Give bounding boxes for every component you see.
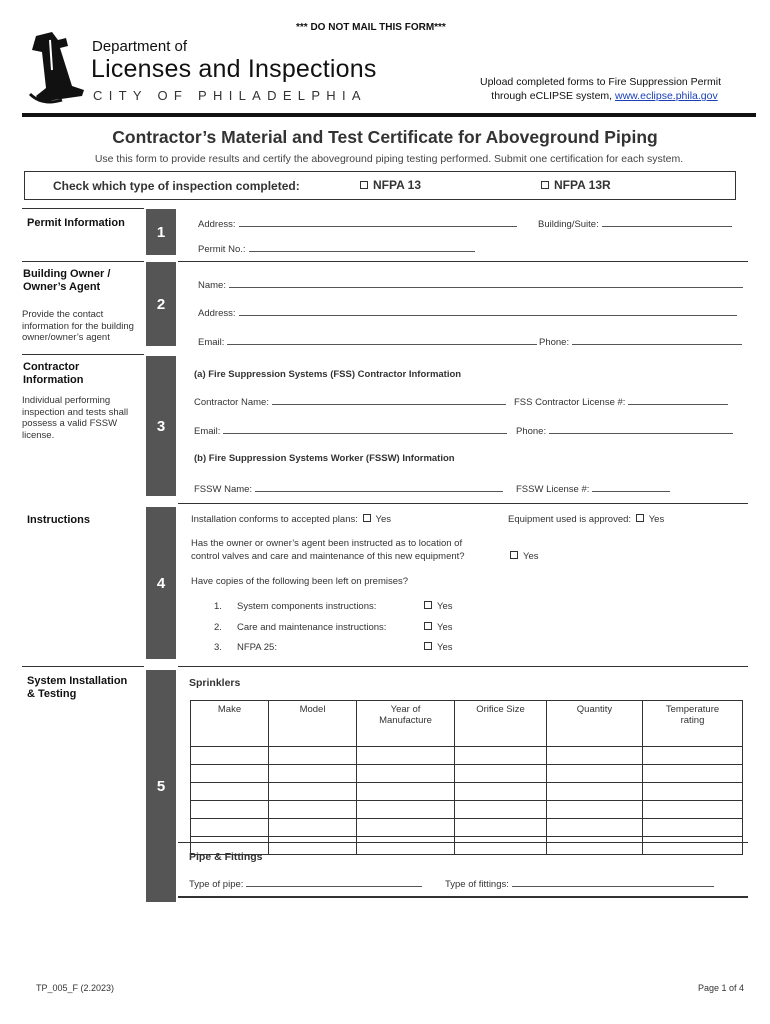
table-header-row xyxy=(191,701,743,747)
table-cell-input[interactable] xyxy=(191,765,269,783)
copies-item-2-label: Care and maintenance instructions: xyxy=(237,622,387,633)
column-year: Year of Manufacture xyxy=(357,701,455,747)
table-cell-input[interactable] xyxy=(357,837,455,855)
checkbox-icon[interactable] xyxy=(510,551,518,559)
table-cell-input[interactable] xyxy=(455,837,547,855)
upload-line1: Upload completed forms to Fire Suppression Permit xyxy=(480,76,722,88)
fssw-name-field[interactable]: FSSW Name: xyxy=(194,483,503,495)
section1-number: 1 xyxy=(146,209,176,255)
checkbox-icon[interactable] xyxy=(424,642,432,650)
dept-line2: Licenses and Inspections xyxy=(91,55,377,83)
table-cell-input[interactable] xyxy=(357,747,455,765)
owner-label: Building Owner / Owner’s Agent xyxy=(23,268,111,293)
nfpa13r-option[interactable]: NFPA 13R xyxy=(541,178,611,192)
table-cell-input[interactable] xyxy=(643,765,743,783)
do-not-mail-notice: *** DO NOT MAIL THIS FORM*** xyxy=(296,22,446,33)
sprinklers-table-body xyxy=(191,747,743,855)
table-cell-input[interactable] xyxy=(191,819,269,837)
copies-item-3: 3. xyxy=(214,642,222,653)
inspection-prompt: Check which type of inspection completed: xyxy=(53,179,300,193)
table-row xyxy=(191,819,743,837)
form-code: TP_005_F (2.2023) xyxy=(36,983,115,993)
liberty-bell-logo xyxy=(22,30,90,106)
table-cell-input[interactable] xyxy=(455,747,547,765)
fssw-license-field[interactable]: FSSW License #: xyxy=(516,483,670,495)
table-cell-input[interactable] xyxy=(643,819,743,837)
column-quantity: Quantity xyxy=(547,701,643,747)
contractor-name-field[interactable]: Contractor Name: xyxy=(194,396,506,408)
table-row xyxy=(191,765,743,783)
contractor-label: Contractor Information xyxy=(23,361,84,386)
section2-rule-right xyxy=(178,261,748,262)
table-cell-input[interactable] xyxy=(269,783,357,801)
table-row xyxy=(191,801,743,819)
city-name: CITY OF PHILADELPHIA xyxy=(93,88,367,103)
fssw-subsection-title: (b) Fire Suppression Systems Worker (FSSW) Information xyxy=(194,453,455,464)
eclipse-link[interactable]: www.eclipse.phila.gov xyxy=(615,90,718,102)
table-cell-input[interactable] xyxy=(547,783,643,801)
pipe-type-field[interactable]: Type of pipe: xyxy=(189,878,422,890)
system-install-label: System Installation & Testing xyxy=(27,675,128,700)
table-cell-input[interactable] xyxy=(357,783,455,801)
page-title: Contractor’s Material and Test Certificate for Aboveground Piping xyxy=(112,127,658,147)
upload-instructions xyxy=(480,75,721,103)
owner-name-field[interactable]: Name: xyxy=(198,279,743,291)
contractor-email-field[interactable]: Email: xyxy=(194,425,507,437)
checkbox-icon[interactable] xyxy=(424,601,432,609)
fss-license-field[interactable]: FSS Contractor License #: xyxy=(514,396,728,408)
table-cell-input[interactable] xyxy=(191,783,269,801)
section4-rule xyxy=(178,503,748,504)
table-cell-input[interactable] xyxy=(455,801,547,819)
table-cell-input[interactable] xyxy=(547,747,643,765)
instructions-label: Instructions xyxy=(27,514,90,526)
sprinklers-table xyxy=(190,700,743,855)
equipment-approved-question[interactable]: Equipment used is approved: Yes xyxy=(508,514,665,525)
sprinklers-title: Sprinklers xyxy=(189,677,241,689)
checkbox-icon[interactable] xyxy=(636,514,644,522)
page-number: Page 1 of 4 xyxy=(698,983,745,993)
table-cell-input[interactable] xyxy=(455,765,547,783)
table-cell-input[interactable] xyxy=(643,801,743,819)
permit-info-label: Permit Information xyxy=(27,217,125,229)
section5-bottom-rule xyxy=(178,896,748,898)
permit-address-field[interactable]: Address: xyxy=(198,218,517,230)
table-cell-input[interactable] xyxy=(643,837,743,855)
table-cell-input[interactable] xyxy=(547,837,643,855)
column-model: Model xyxy=(269,701,357,747)
owner-description: Provide the contact information for the building owner/owner’s agent xyxy=(22,309,134,343)
table-cell-input[interactable] xyxy=(455,819,547,837)
section3-rule xyxy=(22,354,144,355)
owner-email-field[interactable]: Email: xyxy=(198,336,537,348)
section4-number: 4 xyxy=(146,507,176,659)
header-divider xyxy=(22,113,756,117)
table-cell-input[interactable] xyxy=(455,783,547,801)
checkbox-icon[interactable] xyxy=(363,514,371,522)
table-row xyxy=(191,747,743,765)
table-cell-input[interactable] xyxy=(191,801,269,819)
pipe-fittings-title: Pipe & Fittings xyxy=(189,851,263,863)
checkbox-icon[interactable] xyxy=(424,622,432,630)
section5-number: 5 xyxy=(146,670,176,902)
copies-item-1-yes[interactable]: Yes xyxy=(424,601,453,612)
section2-number: 2 xyxy=(146,262,176,346)
copies-item-1: 1. xyxy=(214,601,222,612)
dept-line1: Department of xyxy=(92,38,188,55)
table-cell-input[interactable] xyxy=(357,801,455,819)
table-cell-input[interactable] xyxy=(269,765,357,783)
table-cell-input[interactable] xyxy=(269,747,357,765)
section2-rule xyxy=(22,261,144,262)
table-cell-input[interactable] xyxy=(191,747,269,765)
section5-rule xyxy=(22,666,144,667)
checkbox-icon[interactable] xyxy=(360,181,368,189)
table-cell-input[interactable] xyxy=(269,819,357,837)
section3-number: 3 xyxy=(146,356,176,496)
contractor-phone-field[interactable]: Phone: xyxy=(516,425,733,437)
table-cell-input[interactable] xyxy=(643,747,743,765)
copies-item-2: 2. xyxy=(214,622,222,633)
page-subtitle: Use this form to provide results and certify the aboveground piping testing performed. Submit one certification for each system. xyxy=(94,153,684,165)
table-cell-input[interactable] xyxy=(269,801,357,819)
column-temperature: Temperature rating xyxy=(643,701,743,747)
contractor-description: Individual performing inspection and tests shall possess a valid FSSW license. xyxy=(22,395,129,441)
building-suite-field[interactable]: Building/Suite: xyxy=(538,218,732,230)
column-orifice: Orifice Size xyxy=(455,701,547,747)
upload-line2: through eCLIPSE system, www.eclipse.phila.gov xyxy=(491,90,718,102)
owner-address-field[interactable]: Address: xyxy=(198,307,737,319)
nfpa13-option[interactable]: NFPA 13 xyxy=(360,178,421,192)
table-cell-input[interactable] xyxy=(357,819,455,837)
copies-left-question: Have copies of the following been left on premises? xyxy=(191,576,409,587)
owner-instructed-yes[interactable]: Yes xyxy=(510,551,539,562)
table-row xyxy=(191,783,743,801)
table-cell-input[interactable] xyxy=(643,783,743,801)
copies-item-3-label: NFPA 25: xyxy=(237,642,277,653)
copies-item-1-label: System components instructions: xyxy=(237,601,377,612)
table-cell-input[interactable] xyxy=(547,765,643,783)
copies-item-3-yes[interactable]: Yes xyxy=(424,642,453,653)
fittings-type-field[interactable]: Type of fittings: xyxy=(445,878,714,890)
table-cell-input[interactable] xyxy=(269,837,357,855)
permit-number-field[interactable]: Permit No.: xyxy=(198,243,475,255)
table-cell-input[interactable] xyxy=(547,819,643,837)
plans-conform-question[interactable]: Installation conforms to accepted plans: Yes xyxy=(191,514,392,525)
section5-rule-right xyxy=(178,666,748,667)
owner-instructed-question: Has the owner or owner’s agent been instructed as to location of control valves and care and maintenance of this new equipment? xyxy=(191,538,465,562)
table-row xyxy=(191,837,743,855)
owner-phone-field[interactable]: Phone: xyxy=(539,336,742,348)
table-cell-input[interactable] xyxy=(547,801,643,819)
fss-subsection-title: (a) Fire Suppression Systems (FSS) Contractor Information xyxy=(194,369,462,380)
table-cell-input[interactable] xyxy=(357,765,455,783)
checkbox-icon[interactable] xyxy=(541,181,549,189)
section1-rule xyxy=(22,208,144,209)
column-make: Make xyxy=(191,701,269,747)
copies-item-2-yes[interactable]: Yes xyxy=(424,622,453,633)
pipe-divider xyxy=(178,842,748,843)
